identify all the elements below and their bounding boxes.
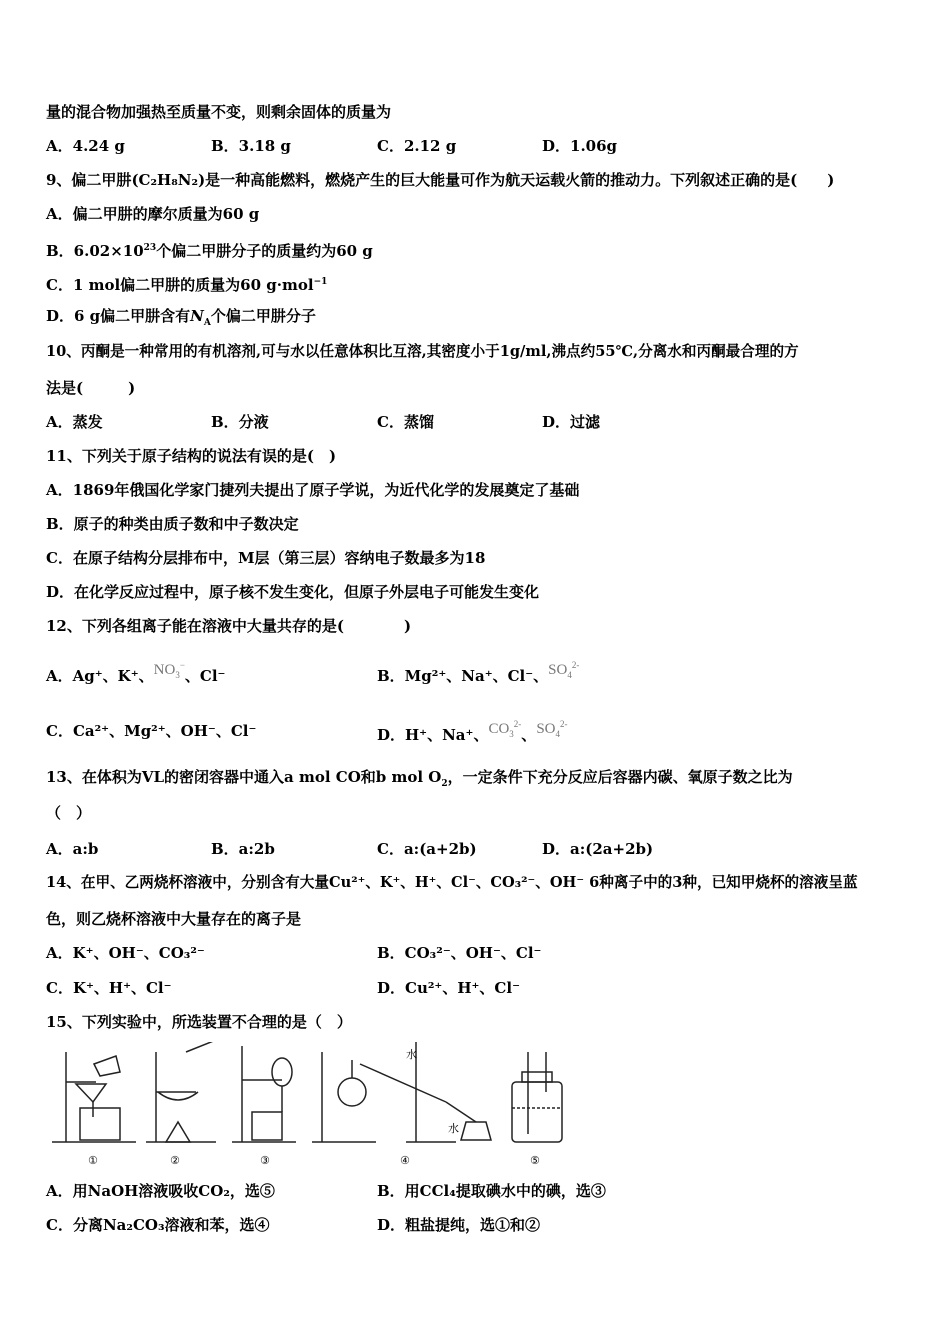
q12-option-c[interactable]: C．Ca²⁺、Mg²⁺、OH⁻、Cl⁻ [46,722,257,740]
q10-option-c[interactable]: C．蒸馏 [377,413,434,431]
q14-option-b[interactable]: B．CO₃²⁻、OH⁻、Cl⁻ [377,944,542,962]
q12-option-d[interactable]: D．H⁺、Na⁺、$CO_3^{2-}$、$SO_4^{2-}$ [377,719,568,744]
q11-option-c[interactable]: C．在原子结构分层排布中，M层（第三层）容纳电子数最多为18 [46,549,486,567]
q9-stem: 9、偏二甲肼(C₂H₈N₂)是一种高能燃料，燃烧产生的巨大能量可作为航天运载火箭的推动力。下列叙述正确的是( ) [46,171,835,189]
figure-label-3: ③ [260,1154,270,1167]
figure-label-2: ② [170,1154,180,1167]
nitrate-ion-image: $NO_3^-$ [153,660,185,680]
q8-option-d[interactable]: D．1.06g [542,137,618,155]
q10-option-b[interactable]: B．分液 [211,413,269,431]
q11-option-d[interactable]: D．在化学反应过程中，原子核不发生变化，但原子外层电子可能发生变化 [46,583,540,601]
gas-washing-bottle [512,1052,562,1142]
sulfate-ion-image: $SO_4^{2-}$ [548,660,580,680]
q9-option-a[interactable]: A．偏二甲肼的摩尔质量为60 g [46,205,260,223]
figure-label-1: ① [88,1154,98,1167]
q13-option-c[interactable]: C．a:(a+2b) [377,840,477,858]
q8-option-b[interactable]: B．3.18 g [211,137,291,155]
q10-stem-2: 法是( ) [46,379,136,397]
q9-option-b[interactable]: B．$6.02\times 10^{23}$个偏二甲肼分子的质量约为60 g [46,242,373,260]
q13-option-b[interactable]: B．a:2b [211,840,275,858]
q10-option-d[interactable]: D．过滤 [542,413,601,431]
q11-option-b[interactable]: B．原子的种类由质子数和中子数决定 [46,515,299,533]
q10-option-a[interactable]: A．蒸发 [46,413,103,431]
q15-option-b[interactable]: B．用CCl₄提取碘水中的碘，选③ [377,1182,606,1200]
q8-option-a[interactable]: A．4.24 g [46,137,125,155]
evaporation-apparatus [146,1042,216,1142]
water-label-top: 水 [406,1048,417,1061]
separatory-funnel-apparatus [232,1046,296,1142]
q14-option-d[interactable]: D．Cu²⁺、H⁺、Cl⁻ [377,979,520,997]
q14-stem-1: 14、在甲、乙两烧杯溶液中，分别含有大量Cu²⁺、K⁺、H⁺、Cl⁻、CO₃²⁻、OH⁻ 6种离子中的3种，已知甲烧杯的溶液呈蓝 [46,874,858,891]
q13-option-a[interactable]: A．a:b [46,840,99,858]
q15-option-d[interactable]: D．粗盐提纯，选①和② [377,1216,541,1234]
water-label-bottom: 水 [448,1122,459,1135]
q9-option-c[interactable]: C．1 mol偏二甲肼的质量为60 g·mol$^{-1}$ [46,276,328,294]
q13-option-d[interactable]: D．a:(2a+2b) [542,840,654,858]
filtration-apparatus [52,1052,136,1142]
sulfate-ion-image-d: $SO_4^{2-}$ [536,719,568,739]
q12-option-b[interactable]: B．Mg²⁺、Na⁺、Cl⁻、$SO_4^{2-}$ [377,660,580,685]
q15-option-a[interactable]: A．用NaOH溶液吸收CO₂，选⑤ [46,1182,275,1200]
q11-option-a[interactable]: A．1869年俄国化学家门捷列夫提出了原子学说，为近代化学的发展奠定了基础 [46,481,580,499]
apparatus-figure [46,1042,576,1172]
distillation-apparatus [312,1042,491,1142]
q14-option-a[interactable]: A．K⁺、OH⁻、CO₃²⁻ [46,944,205,962]
q12-stem: 12、下列各组离子能在溶液中大量共存的是( ) [46,617,412,635]
q15-option-c[interactable]: C．分离Na₂CO₃溶液和苯，选④ [46,1216,270,1234]
q12-option-a[interactable]: A．Ag⁺、K⁺、$NO_3^-$、Cl⁻ [46,660,226,685]
intro-line: 量的混合物加强热至质量不变，则剩余固体的质量为 [46,103,392,121]
q11-stem: 11、下列关于原子结构的说法有误的是( ) [46,447,337,465]
figure-label-5: ⑤ [530,1154,540,1167]
q15-stem: 15、下列实验中，所选装置不合理的是（ ） [46,1013,352,1031]
q14-option-c[interactable]: C．K⁺、H⁺、Cl⁻ [46,979,172,997]
q13-paren: （ ） [46,804,92,822]
q13-stem: 13、在体积为VL的密闭容器中通入a mol CO和b mol $O_2$，一定条件下充分反应后容器内碳、氧原子数之比为 [46,768,793,789]
figure-label-4: ④ [400,1154,410,1167]
carbonate-ion-image: $CO_3^{2-}$ [488,719,522,739]
q14-stem-2: 色，则乙烧杯溶液中大量存在的离子是 [46,910,302,928]
q8-option-c[interactable]: C．2.12 g [377,137,457,155]
q9-option-d[interactable]: D．6 g偏二甲肼含有$N_A$个偏二甲肼分子 [46,307,316,328]
q10-stem-1: 10、丙酮是一种常用的有机溶剂,可与水以任意体积比互溶,其密度小于1g/ml,沸点约55℃,分离水和丙酮最合理的方 [46,343,799,360]
